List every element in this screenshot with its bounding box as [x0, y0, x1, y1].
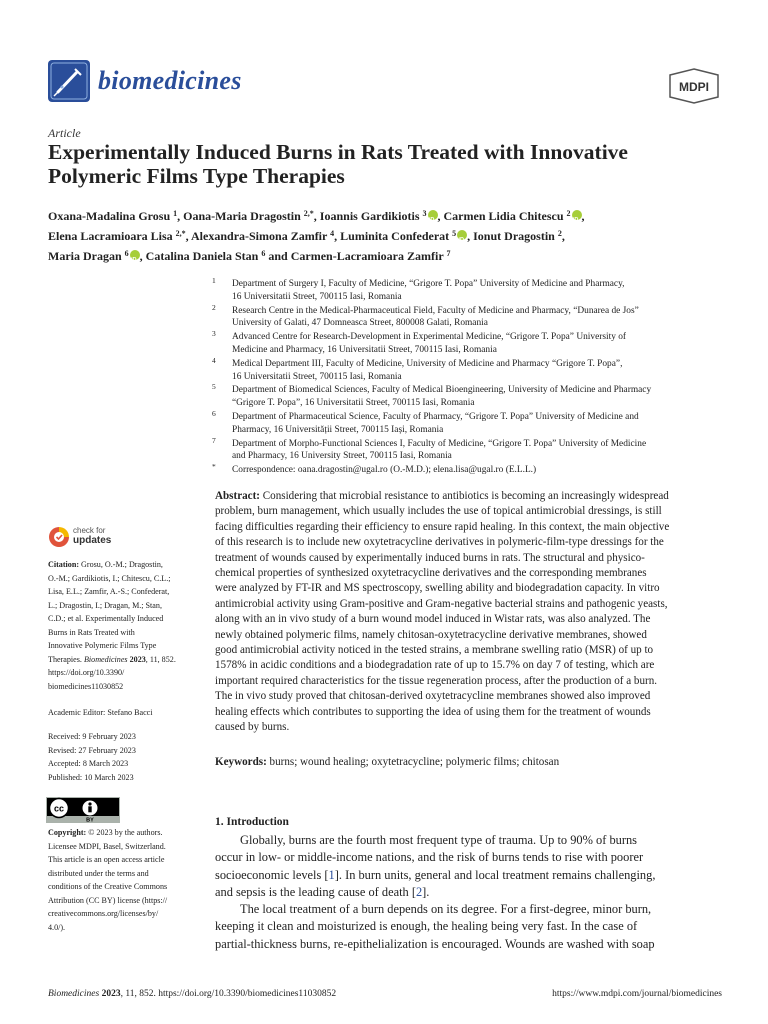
mdpi-logo-icon — [668, 68, 720, 104]
affiliation: 6 Department of Pharmaceutical Science, Faculty of Pharmacy, “Grigore T. Popa” University of Medicine and Pharmacy, 16 Universității Street, 700115 Iași, Romania — [212, 408, 639, 435]
introduction-text: Globally, burns are the fourth most frequent type of trauma. Up to 90% of burns occur in low- or middle-income nations, and the risk of burns tends to rise with poorer socioeconomic levels [1]. In burn units, general and local treatment remains challenging, and sepsis is the leading cause of death [2]. The local treatment of a burn depends on its degree. For a first-degree, minor burn, keeping it clean and moisturized is enough, the healing being very fast. In the case of partial-thickness burns, re-epithelialization is encouraged. Wounds are washed with soap — [215, 833, 656, 951]
author[interactable]: Ionut Dragostin $^2$ — [473, 229, 562, 243]
reference-link[interactable]: 1 — [328, 867, 335, 882]
affiliation: 1 Department of Surgery I, Faculty of Medicine, “Grigore T. Popa” University of Medicine and Pharmacy, 16 Universitatii Street, 700115 Iasi, Romania — [212, 276, 625, 302]
academic-editor: Academic Editor: Stefano Bacci — [48, 708, 153, 717]
check-for-updates-icon — [48, 526, 70, 548]
publication-dates: Received: 9 February 2023 Revised: 27 February 2023 Accepted: 8 March 2023 Published: 10 March 2023 — [48, 732, 136, 782]
author[interactable]: Oana-Maria Dragostin $^{2,*}$ — [183, 209, 314, 223]
orcid-icon[interactable] — [572, 210, 582, 220]
author-line: Oxana-Madalina Grosu $^1$, Oana-Maria Dragostin $^{2,*}$, Ioannis Gardikiotis $^3$iD , Carmen Lidia Chitescu $^2$iD , — [48, 205, 738, 225]
author[interactable]: Catalina Daniela Stan $^6$ — [145, 249, 266, 263]
biomedicines-logo-icon — [48, 60, 90, 102]
keywords-label: Keywords: — [215, 756, 267, 768]
mdpi-logo-text: MDPI — [679, 80, 709, 94]
by-badge-text: BY — [86, 817, 94, 823]
affiliation: 5 Department of Biomedical Sciences, Faculty of Medical Bioengineering, University of Medicine and Pharmacy “Grigore T. Popa”, 16 Universitatii Street, 700115 Iasi, Romania — [212, 382, 652, 409]
check-for-updates-button[interactable] — [48, 524, 128, 552]
title-line: Experimentally Induced Burns in Rats Treated with Innovative — [48, 140, 628, 164]
abstract-label: Abstract: — [215, 490, 260, 502]
affiliation: 4 Medical Department III, Faculty of Medicine, University of Medicine and Pharmacy “Grigore T. Popa”, 16 Universitatii Street, 700115 Iasi, Romania — [212, 355, 623, 382]
affiliation: 7 Department of Morpho-Functional Sciences I, Faculty of Medicine, “Grigore T. Popa” University of Medicine and Pharmacy, 16 University Street, 700115 Iasi, Romania — [212, 435, 647, 462]
citation-doi-link[interactable]: https://doi.org/10.3390/ — [48, 668, 125, 677]
orcid-icon[interactable] — [130, 250, 140, 260]
affiliation: 2 Research Centre in the Medical-Pharmaceutical Field, Faculty of Medicine and Pharmacy, “Dunarea de Jos” University of Galati, 47 Domneasca Street, 800008 Galati, Romania — [212, 302, 639, 329]
copyright-notice: Copyright: © 2023 by the authors. Licensee MDPI, Basel, Switzerland. This article is an open access article distributed under the terms and conditions of the Creative Commons Attribution (CC BY) license (https:// creativecommons.org/licenses/by/ 4.0/). — [48, 828, 168, 932]
section-heading: 1. Introduction — [215, 816, 289, 828]
title-line: Polymeric Films Type Therapies — [48, 164, 345, 188]
reference-link[interactable]: 2 — [415, 884, 423, 899]
affiliation: 3 Advanced Centre for Research-Development in Experimental Medicine, “Grigore T. Popa” University of Medicine and Pharmacy, 16 Universitatii Street, 700115 Iasi, Romania — [212, 329, 627, 355]
author-list — [48, 205, 738, 265]
author[interactable]: Alexandra-Simona Zamfir $^4$ — [191, 229, 335, 243]
citation-block: Citation: Grosu, O.-M.; Dragostin, O.-M.; Gardikiotis, I.; Chitescu, C.L.; Lisa, E.L.; Zamfir, A.-S.; Confederat, L.; Dragostin, I.; Dragan, M.; Stan, C.D.; et al. Experimentally Induced Burns in Rats Treated with Innovative Polymeric Films Type Therapies. Biomedicines 2023, 11, 852. https://doi.org/10.3390/ biomedicines11030852 — [48, 558, 198, 693]
orcid-icon[interactable] — [428, 210, 438, 220]
author[interactable]: Carmen Lidia Chitescu $^2$iD — [444, 209, 582, 223]
author[interactable]: Oxana-Madalina Grosu $^1$ — [48, 209, 178, 223]
check-for-updates-label: check for updates — [73, 526, 112, 546]
cc-by-license-icon[interactable] — [46, 797, 120, 823]
correspondence: * Correspondence: oana.dragostin@ugal.ro (O.-M.D.); elena.lisa@ugal.ro (E.L.L.) — [212, 462, 537, 476]
author[interactable]: Elena Lacramioara Lisa $^{2,*}$ — [48, 229, 186, 243]
author[interactable]: Maria Dragan $^6$iD — [48, 249, 140, 263]
orcid-icon[interactable] — [457, 230, 467, 240]
citation-label: Citation: — [48, 560, 80, 569]
author[interactable]: Carmen-Lacramioara Zamfir $^7$ — [290, 249, 451, 263]
author[interactable]: Luminita Confederat $^5$iD — [340, 229, 467, 243]
journal-name: biomedicines — [98, 66, 242, 95]
author-line: Elena Lacramioara Lisa $^{2,*}$, Alexandra-Simona Zamfir $^4$, Luminita Confederat $^5$iD , Ionut Dragostin $^2$, — [48, 225, 738, 245]
abstract: Abstract: Considering that microbial resistance to antibiotics is becoming an increasingly widespread problem, burn management, which usually includes the use of topical antimicrobial dressings, is still facing difficulties regarding their efficiency to ensure rapid healing. In this context, the main objective of this research is to include new oxytetracycline derivatives in polymeric-film-type dressings for the treatment of wounds caused by experimentally induced burns in rats. The structural and physico- chemical properties of synthesized oxytetracycline derivatives and the corresponding membranes were analyzed by FT-IR and MS spectroscopy, swelling ability and biodegradation capacity. In vitro antimicrobial activity using Gram-positive and Gram-negative bacterial strains and pathogenic yeasts, along with an in vivo study of a burn wound model induced in Wistar rats, was also analyzed. The newly obtained polymeric films, namely chitosan-oxytetracycline derivative membranes, showed good antimicrobial activity noticed in the tested strains, a membrane swelling ratio (MSR) of up to 1578% in acidic conditions and a biodegradation rate of up to 15.7% on day 7 of testing, which are important required characteristics for the tissue regeneration process, after the production of a burn. The in vivo study proved that chitosan-derived oxytetracycline membranes showed also improved healing effects which contributes to supporting the idea of using them for the treatment of wounds caused by burns. — [215, 490, 670, 734]
author-line: Maria Dragan $^6$iD , Catalina Daniela Stan $^6$ and Carmen-Lacramioara Zamfir $^7$ — [48, 245, 738, 265]
cc-badge-text: cc — [53, 803, 65, 814]
footer-journal-url[interactable]: https://www.mdpi.com/journal/biomedicines — [552, 989, 722, 999]
affiliations — [210, 278, 730, 478]
copyright-label: Copyright: — [48, 828, 87, 837]
paper-title — [48, 140, 738, 188]
footer-citation: Biomedicines 2023, 11, 852. https://doi.org/10.3390/biomedicines11030852 — [48, 989, 337, 999]
author[interactable]: Ioannis Gardikiotis $^3$iD — [320, 209, 438, 223]
keywords: Keywords: burns; wound healing; oxytetracycline; polymeric films; chitosan — [215, 756, 560, 768]
article-type: Article — [48, 126, 81, 140]
